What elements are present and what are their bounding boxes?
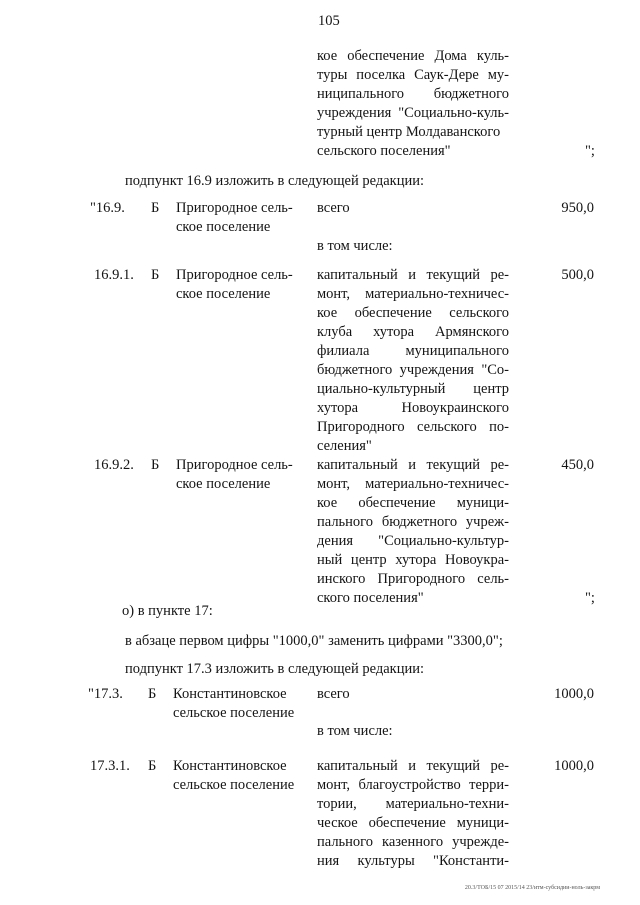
row-amount: 950,0 [561,200,594,216]
row-name: Пригородное сель- [176,457,293,473]
row-name: ское поселение [176,286,271,302]
desc-line: кое обеспечение муници- [317,495,509,511]
row-name: Пригородное сель- [176,267,293,283]
row-number: "17.3. [88,686,123,702]
desc-line: капитальный и текущий ре- [317,758,509,774]
row-amount: 500,0 [561,267,594,283]
row-name: ское поселение [176,476,271,492]
paragraph-17-3: подпункт 17.3 изложить в следующей редакции: [125,661,425,677]
row-letter: Б [151,200,160,216]
desc-line: дения "Социально-культур- [317,533,509,549]
row-name: Константиновское [173,686,287,702]
text-line: турный центр Молдаванского [317,124,501,140]
desc-line: ческое обеспечение муници- [317,815,509,831]
closing-quote: "; [585,143,595,159]
desc-line: монт, материально-техничес- [317,286,509,302]
desc-line: селения" [317,438,372,454]
desc-line: капитальный и текущий ре- [317,267,509,283]
desc-line: инского Пригородного сель- [317,571,509,587]
row-description: всего [317,200,350,216]
text-line: учреждения "Социально-куль- [317,105,509,121]
desc-line: монт, благоустройство терри- [317,777,509,793]
row-description: всего [317,686,350,702]
including-label: в том числе: [317,238,393,254]
paragraph-o: о) в пункте 17: [122,603,213,619]
paragraph-16-9: подпункт 16.9 изложить в следующей редакции: [125,173,425,189]
desc-line: ния культуры "Константи- [317,853,509,869]
text-line: туры поселка Саук-Дере му- [317,67,509,83]
desc-line: пального бюджетного учреж- [317,514,509,530]
row-amount: 1000,0 [554,686,594,702]
text-line: кое обеспечение Дома куль- [317,48,509,64]
desc-line: бюджетного учреждения "Со- [317,362,509,378]
row-amount: 1000,0 [554,758,594,774]
page-number: 105 [318,13,340,29]
row-name: Константиновское [173,758,287,774]
row-letter: Б [148,758,157,774]
desc-line: ского поселения" [317,590,424,606]
closing-quote: "; [585,590,595,606]
including-label: в том числе: [317,723,393,739]
desc-line: циально-культурный центр [317,381,509,397]
row-number: 16.9.2. [94,457,134,473]
desc-line: капитальный и текущий ре- [317,457,509,473]
row-name: Пригородное сель- [176,200,293,216]
row-letter: Б [151,457,160,473]
desc-line: ный центр хутора Новоукра- [317,552,509,568]
document-footer: 20.3/ТОБ/15 07 2015/14 23/итм-субсидии-ноль-закрм [464,885,600,891]
text-line: ниципального бюджетного [317,86,509,102]
row-name: сельское поселение [173,705,295,721]
row-letter: Б [148,686,157,702]
desc-line: монт, материально-техничес- [317,476,509,492]
desc-line: Пригородного сельского по- [317,419,509,435]
row-number: 16.9.1. [94,267,134,283]
desc-line: тории, материально-техни- [317,796,509,812]
row-letter: Б [151,267,160,283]
desc-line: филиала муниципального [317,343,509,359]
desc-line: пального казенного учрежде- [317,834,509,850]
text-line: сельского поселения" [317,143,451,159]
row-number: 17.3.1. [90,758,130,774]
desc-line: кое обеспечение сельского [317,305,509,321]
paragraph-abzac: в абзаце первом цифры "1000,0" заменить цифрами "3300,0"; [125,633,503,649]
row-number: "16.9. [90,200,125,216]
row-name: сельское поселение [173,777,295,793]
row-name: ское поселение [176,219,271,235]
desc-line: клуба хутора Армянского [317,324,509,340]
row-amount: 450,0 [561,457,594,473]
desc-line: хутора Новоукраинского [317,400,509,416]
